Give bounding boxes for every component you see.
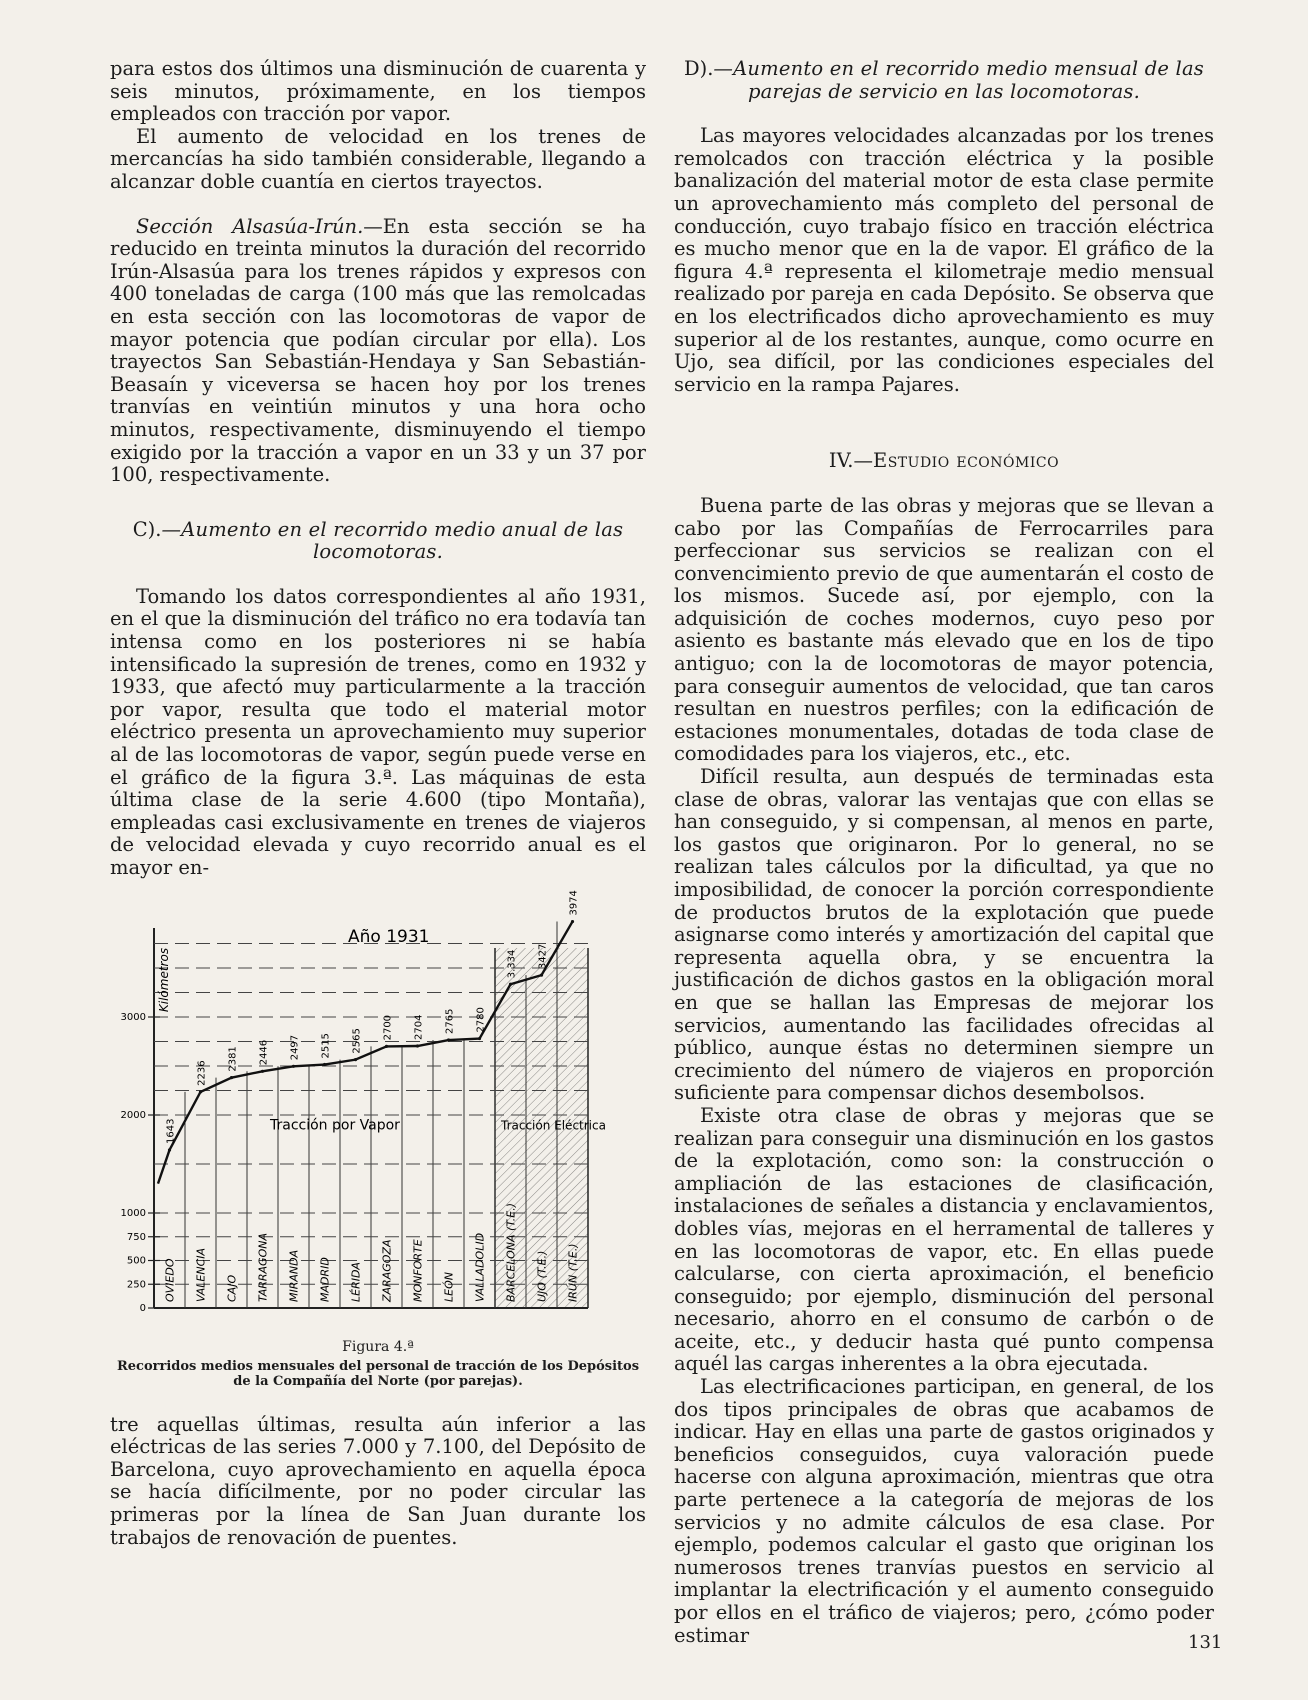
left-paragraph-3	[110, 216, 646, 487]
data-label: 2765	[444, 1008, 456, 1034]
data-point	[261, 1069, 264, 1072]
chart-svg	[110, 888, 646, 1328]
data-point	[199, 1090, 202, 1093]
right-paragraph-1: Las mayores velocidades alcanzadas por los trenes remolcados con tracción eléctrica y la posible banalización del material motor de esta clase permite un aprovechamiento más completo del personal de conducción, cuyo trabajo físico en tracción eléctrica es mucho menor que en la de vapor. El gráfico de la figura 4.ª representa el kilometraje medio mensual realizado por pareja en cada Depósito. Se observa que en los electrificados dicho aprovechamiento es muy superior al de los restantes, aunque, como ocurre en Ujo, sea difícil, por las condiciones especiales del servicio en la rampa Pajares.	[674, 124, 1214, 396]
category-label: UJO (T.E.)	[535, 1250, 549, 1302]
heading-c-prefix: C).	[132, 517, 162, 541]
left-paragraph-5: tre aquellas últimas, resulta aún inferior a las eléctricas de las series 7.000 y 7.100, del Depósito de Barcelona, cuyo aprovechamiento en aquella época se hacía difícilmente, por no poder circular las primeras por la línea de San Juan durante los trabajos de renovación de puentes.	[110, 1412, 646, 1549]
y-tick-label: 750	[126, 1231, 146, 1243]
data-label: 2446	[258, 1039, 270, 1065]
figure-caption: Recorridos medios mensuales del personal de tracción de los Depósitos de la Compañía del Norte (por parejas).	[116, 1358, 640, 1389]
y-axis-label: Kilómetros	[157, 947, 171, 1012]
data-label: 2236	[196, 1060, 208, 1086]
category-label: TARRAGONA	[256, 1232, 270, 1302]
y-tick-label: 250	[126, 1278, 146, 1290]
category-label: VALENCIA	[194, 1247, 208, 1302]
category-label: VALLADOLID	[473, 1232, 487, 1302]
data-point	[230, 1076, 233, 1079]
left-paragraph-1: para estos dos últimos una disminución de cuarenta y seis minutos, próximamente, en los tiempos empleados con tracción por vapor.	[110, 57, 646, 126]
right-paragraph-5: Las electrificaciones participan, en general, de los dos tipos principales de obras que acabamos de indicar. Hay en ellas una parte de gastos originados y beneficios conseguidos, cuya valoración puede hacerse con alguna aproximación, mientras que otra parte pertenece a la categoría de mejoras de los servicios y no admite cálculos de esa clase. Por ejemplo, podemos calcular el gasto que originan los numerosos trenes tranvías puestos en servicio al implantar la electrificación y el aumento conseguido por ellos en el tráfico de viajeros; pero, ¿cómo poder estimar	[674, 1375, 1214, 1647]
data-point	[540, 973, 543, 976]
heading-iv-title: Estudio económico	[872, 449, 1060, 473]
heading-c	[110, 519, 646, 564]
right-paragraph-2: Buena parte de las obras y mejoras que se llevan a cabo por las Compañías de Ferrocarriles para perfeccionar sus servicios se realizan con el convencimiento previo de que aumentarán el costo de los mismos. Sucede así, por ejemplo, con la adquisición de coches modernos, cuyo peso por asiento es bastante más elevado que en los de tipo antiguo; con la de locomotoras de mayor potencia, para conseguir aumentos de velocidad, que tan caros resultan en nuestros perfiles; con la edificación de estaciones monumentales, dotadas de toda clase de comodidades para los viajeros, etc., etc.	[674, 493, 1214, 766]
data-label: 2565	[351, 1027, 363, 1054]
data-point	[354, 1058, 357, 1061]
data-label: 1643	[165, 1118, 177, 1144]
data-label: 2700	[382, 1014, 394, 1040]
right-paragraph-4: Existe otra clase de obras y mejoras que se realizan para conseguir una disminución en los gastos de la explotación, como son: la construcción o ampliación de las estaciones de clasificación, instalaciones de señales a distancia y enclavamientos, dobles vías, mejoras en el herramental de talleres y en las locomotoras de vapor, etc. En ellas puede calcularse, con cierta aproximación, el beneficio conseguido; por ejemplo, disminución del personal necesario, ahorro en el consumo de carbón o de aceite, etc., y deducir hasta qué punto compensa aquél las cargas inherentes a la obra ejecutada.	[674, 1103, 1214, 1376]
chart-title: Año 1931	[348, 926, 430, 947]
data-label: 3.334	[506, 949, 518, 978]
data-point	[168, 1148, 171, 1151]
figure-label: Figura 4.ª	[342, 1338, 414, 1355]
section-label: Sección Alsasúa-Irún.	[136, 214, 364, 238]
data-point	[478, 1037, 481, 1040]
left-paragraph-4: Tomando los datos correspondientes al año 1931, en el que la disminución del tráfico no era todavía tan intensa como en los posteriores ni se había intensificado la supresión de trenes, como en 1932 y 1933, que afectó muy particularmente a la tracción por vapor, resulta que todo el material motor eléctrico presenta un aprovechamiento muy superior al de las locomotoras de vapor, según puede verse en el gráfico de la figura 3.ª. Las máquinas de esta última clase de la serie 4.600 (tipo Montaña), empleadas casi exclusivamente en trenes de viajeros de velocidad elevada y cuyo recorrido anual es el mayor en-	[110, 584, 646, 879]
heading-d-title: —Aumento en el recorrido medio mensual de las parejas de servicio en las locomotoras.	[713, 57, 1205, 103]
data-label: 2515	[320, 1032, 332, 1059]
category-label: LEÓN	[442, 1271, 456, 1302]
section-text: —En esta sección se ha reducido en treinta minutos la duración del recorrido Irún-Alsasúa para los trenes rápidos y expresos con 400 toneladas de carga (100 más que las remolcadas en esta sección con las locomotoras de vapor de mayor potencia que podían circular por ella). Los trayectos San Sebastián-Hendaya y San Sebastián-Beasaín y viceversa se hacen hoy por los trenes tranvías en veintiún minutos y una hora ocho minutos, respectivamente, disminuyendo el tiempo exigido por la tracción a vapor en un 33 y un 37 por 100, respectivamente.	[110, 214, 646, 487]
data-point	[323, 1063, 326, 1066]
left-paragraph-2: El aumento de velocidad en los trenes de mercancías ha sido también considerable, llegando a alcanzar doble cuantía en ciertos trayectos.	[110, 124, 646, 193]
data-point	[509, 982, 512, 985]
heading-iv-prefix: IV.—	[828, 449, 873, 473]
category-label: LÉRIDA	[349, 1261, 363, 1302]
left-column	[110, 58, 646, 1549]
right-column	[674, 58, 1214, 1647]
heading-d	[674, 58, 1214, 103]
category-label: CAJO	[225, 1274, 239, 1302]
y-tick-label: 3000	[120, 1011, 146, 1023]
region-label-electric: Tracción Eléctrica	[501, 1118, 606, 1133]
heading-c-title: —Aumento en el recorrido medio anual de las locomotoras.	[161, 517, 624, 564]
category-label: IRÚN (T.E.)	[566, 1242, 580, 1302]
region-label-vapor: Tracción por Vapor	[270, 1117, 400, 1134]
data-label: 2497	[289, 1034, 301, 1060]
data-point	[292, 1064, 295, 1067]
data-label: 2704	[413, 1014, 425, 1040]
data-label: 2381	[227, 1045, 239, 1072]
data-point	[385, 1044, 388, 1047]
y-tick-label: 0	[139, 1302, 146, 1314]
heading-d-prefix: D).	[683, 57, 714, 80]
data-point	[571, 920, 574, 923]
heading-iv	[674, 450, 1214, 473]
category-label: MIRANDA	[287, 1249, 301, 1302]
data-label: 2780	[475, 1006, 487, 1033]
y-tick-label: 1000	[120, 1207, 146, 1219]
category-label: MADRID	[318, 1256, 332, 1302]
data-point	[416, 1044, 419, 1047]
data-label: 3427	[537, 943, 549, 969]
category-label: OVIEDO	[163, 1258, 177, 1302]
figure-caption-block	[110, 1334, 646, 1389]
y-tick-label: 500	[126, 1255, 146, 1267]
category-label: ZARAGOZA	[380, 1239, 394, 1302]
data-point	[447, 1038, 450, 1041]
page-number: 131	[1188, 1632, 1223, 1653]
figure-4	[110, 888, 646, 1388]
data-label: 3974	[568, 889, 580, 916]
category-label: MONFORTE	[411, 1238, 425, 1302]
y-tick-label: 2000	[120, 1109, 146, 1121]
right-paragraph-3: Difícil resulta, aun después de terminadas esta clase de obras, valorar las ventajas que con ellas se han conseguido, y si compensan, al menos en parte, los gastos que originaron. Por lo general, no se realizan tales cálculos por la dificultad, ya que no imposibilidad, de conocer la porción correspondiente de productos brutos de la explotación que puede asignarse como interés y amortización del capital que representa aquella obra, y se encuentra la justificación de dichos gastos en la obligación moral en que se hallan las Empresas de mejorar los servicios, aumentando las facilidades ofrecidas al público, aunque éstas no determinen siempre un crecimiento del número de viajeros en proporción suficiente para compensar dichos desembolsos.	[674, 765, 1214, 1105]
category-label: BARCELONA (T.E.)	[504, 1202, 518, 1302]
